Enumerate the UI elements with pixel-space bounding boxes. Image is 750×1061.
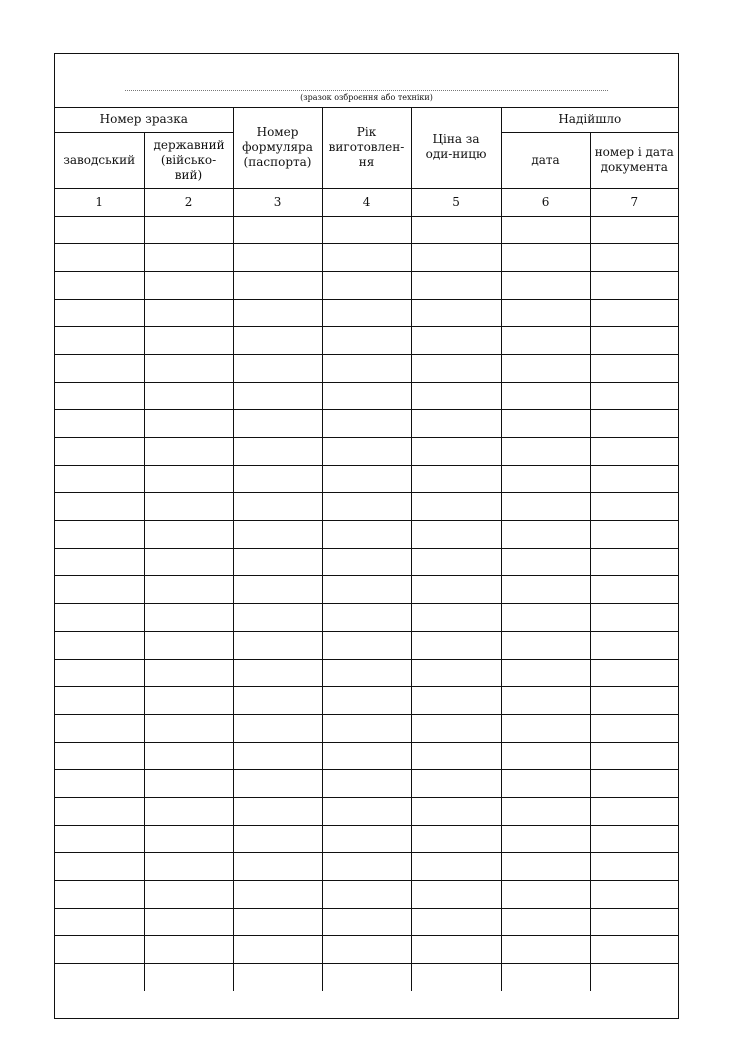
table-cell[interactable]	[322, 410, 411, 438]
table-cell[interactable]	[411, 908, 501, 936]
registry-form	[54, 53, 679, 1019]
table-cell[interactable]	[501, 493, 590, 521]
table-cell[interactable]	[322, 299, 411, 327]
table-cell[interactable]	[233, 881, 322, 909]
table-cell[interactable]	[501, 687, 590, 715]
table-cell[interactable]	[144, 687, 233, 715]
table-cell[interactable]	[590, 825, 678, 853]
table-cell[interactable]	[501, 770, 590, 798]
table-cell[interactable]	[501, 853, 590, 881]
table-cell[interactable]	[590, 881, 678, 909]
table-row	[55, 244, 678, 272]
table-row	[55, 354, 678, 382]
table-row	[55, 770, 678, 798]
table-cell[interactable]	[322, 216, 411, 244]
table-cell[interactable]	[322, 354, 411, 382]
table-cell[interactable]	[322, 742, 411, 770]
table-cell[interactable]	[144, 216, 233, 244]
table-cell[interactable]	[144, 742, 233, 770]
table-cell[interactable]	[411, 853, 501, 881]
table-cell[interactable]	[590, 438, 678, 466]
table-cell[interactable]	[144, 964, 233, 992]
table-row	[55, 825, 678, 853]
table-cell[interactable]	[233, 521, 322, 549]
table-cell[interactable]	[233, 631, 322, 659]
column-number: 2	[144, 188, 233, 216]
table-cell[interactable]	[411, 521, 501, 549]
table-row	[55, 438, 678, 466]
table-cell[interactable]	[411, 631, 501, 659]
table-cell[interactable]	[501, 604, 590, 632]
table-cell[interactable]	[233, 465, 322, 493]
table-cell[interactable]	[144, 493, 233, 521]
table-cell[interactable]	[233, 216, 322, 244]
table-cell[interactable]	[322, 908, 411, 936]
table-row	[55, 881, 678, 909]
table-cell[interactable]	[144, 714, 233, 742]
table-cell[interactable]	[233, 493, 322, 521]
table-cell[interactable]	[590, 548, 678, 576]
table-cell[interactable]	[55, 354, 144, 382]
table-cell[interactable]	[411, 770, 501, 798]
table-row	[55, 797, 678, 825]
table-cell[interactable]	[233, 410, 322, 438]
table-cell[interactable]	[501, 465, 590, 493]
header-year-made: Рік виготовлен-ня	[322, 107, 411, 188]
table-cell[interactable]	[144, 548, 233, 576]
table-row	[55, 465, 678, 493]
table-cell[interactable]	[322, 382, 411, 410]
table-cell[interactable]	[55, 687, 144, 715]
table-row	[55, 576, 678, 604]
table-cell[interactable]	[501, 244, 590, 272]
table-row	[55, 271, 678, 299]
table-cell[interactable]	[144, 825, 233, 853]
column-number: 7	[590, 188, 678, 216]
table-cell[interactable]	[144, 410, 233, 438]
table-cell[interactable]	[590, 216, 678, 244]
table-cell[interactable]	[55, 271, 144, 299]
table-cell[interactable]	[144, 631, 233, 659]
table-cell[interactable]	[233, 714, 322, 742]
table-cell[interactable]	[411, 659, 501, 687]
table-row	[55, 714, 678, 742]
table-cell[interactable]	[411, 742, 501, 770]
table-cell[interactable]	[55, 964, 144, 992]
table-cell[interactable]	[590, 299, 678, 327]
table-cell[interactable]	[322, 797, 411, 825]
table-cell[interactable]	[233, 797, 322, 825]
table-cell[interactable]	[590, 493, 678, 521]
table-cell[interactable]	[411, 714, 501, 742]
table-cell[interactable]	[55, 936, 144, 964]
table-cell[interactable]	[55, 327, 144, 355]
table-cell[interactable]	[322, 465, 411, 493]
table-cell[interactable]	[501, 382, 590, 410]
table-cell[interactable]	[501, 964, 590, 992]
table-cell[interactable]	[322, 271, 411, 299]
table-row	[55, 493, 678, 521]
table-cell[interactable]	[233, 964, 322, 992]
table-cell[interactable]	[322, 493, 411, 521]
table-cell[interactable]	[590, 659, 678, 687]
table-cell[interactable]	[590, 465, 678, 493]
table-cell[interactable]	[55, 659, 144, 687]
table-row	[55, 216, 678, 244]
table-cell[interactable]	[501, 521, 590, 549]
table-row	[55, 410, 678, 438]
table-cell[interactable]	[501, 327, 590, 355]
table-cell[interactable]	[590, 770, 678, 798]
table-cell[interactable]	[590, 908, 678, 936]
column-number-row	[55, 188, 678, 216]
table-cell[interactable]	[501, 438, 590, 466]
table-cell[interactable]	[233, 742, 322, 770]
table-cell[interactable]	[322, 687, 411, 715]
table-cell[interactable]	[590, 576, 678, 604]
table-cell[interactable]	[322, 521, 411, 549]
table-cell[interactable]	[501, 714, 590, 742]
table-cell[interactable]	[590, 327, 678, 355]
table-cell[interactable]	[144, 438, 233, 466]
table-cell[interactable]	[144, 299, 233, 327]
table-cell[interactable]	[322, 548, 411, 576]
table-row	[55, 299, 678, 327]
table-cell[interactable]	[411, 271, 501, 299]
table-cell[interactable]	[144, 659, 233, 687]
table-cell[interactable]	[411, 299, 501, 327]
table-cell[interactable]	[144, 327, 233, 355]
table-cell[interactable]	[55, 631, 144, 659]
table-cell[interactable]	[322, 936, 411, 964]
table-row	[55, 548, 678, 576]
table-cell[interactable]	[590, 853, 678, 881]
table-cell[interactable]	[55, 853, 144, 881]
column-number: 3	[233, 188, 322, 216]
table-cell[interactable]	[233, 354, 322, 382]
table-cell[interactable]	[144, 576, 233, 604]
title-area	[55, 54, 678, 108]
table-cell[interactable]	[144, 244, 233, 272]
table-cell[interactable]	[55, 493, 144, 521]
table-cell[interactable]	[144, 881, 233, 909]
table-cell[interactable]	[411, 936, 501, 964]
table-cell[interactable]	[322, 604, 411, 632]
header-state-military: державний (військо-вий)	[144, 132, 233, 188]
table-cell[interactable]	[322, 631, 411, 659]
table-cell[interactable]	[590, 354, 678, 382]
table-row	[55, 382, 678, 410]
table-cell[interactable]	[55, 410, 144, 438]
registry-table	[55, 107, 678, 991]
table-cell[interactable]	[233, 548, 322, 576]
table-cell[interactable]	[55, 604, 144, 632]
table-cell[interactable]	[590, 964, 678, 992]
table-cell[interactable]	[590, 382, 678, 410]
table-cell[interactable]	[590, 936, 678, 964]
table-cell[interactable]	[55, 438, 144, 466]
table-cell[interactable]	[501, 271, 590, 299]
table-cell[interactable]	[233, 687, 322, 715]
table-row	[55, 908, 678, 936]
table-cell[interactable]	[55, 797, 144, 825]
table-cell[interactable]	[411, 410, 501, 438]
header-date: дата	[501, 132, 590, 188]
table-cell[interactable]	[144, 853, 233, 881]
title-caption: (зразок озброєння або техніки)	[300, 93, 433, 102]
table-row	[55, 742, 678, 770]
table-cell[interactable]	[144, 382, 233, 410]
table-cell[interactable]	[590, 244, 678, 272]
table-cell[interactable]	[322, 964, 411, 992]
table-row	[55, 964, 678, 992]
table-cell[interactable]	[233, 936, 322, 964]
table-cell[interactable]	[501, 299, 590, 327]
header-received: Надійшло	[501, 107, 678, 132]
table-cell[interactable]	[411, 881, 501, 909]
table-cell[interactable]	[233, 576, 322, 604]
table-cell[interactable]	[322, 659, 411, 687]
table-row	[55, 659, 678, 687]
table-cell[interactable]	[55, 548, 144, 576]
table-cell[interactable]	[144, 908, 233, 936]
table-cell[interactable]	[322, 881, 411, 909]
table-row	[55, 936, 678, 964]
header-sample-number: Номер зразка	[55, 107, 233, 132]
table-cell[interactable]	[411, 604, 501, 632]
table-cell[interactable]	[590, 687, 678, 715]
table-cell[interactable]	[55, 521, 144, 549]
table-cell[interactable]	[144, 604, 233, 632]
table-cell[interactable]	[55, 244, 144, 272]
table-row	[55, 604, 678, 632]
table-cell[interactable]	[590, 271, 678, 299]
header-doc-number-date: номер і дата документа	[590, 132, 678, 188]
table-cell[interactable]	[590, 631, 678, 659]
column-number: 4	[322, 188, 411, 216]
table-cell[interactable]	[501, 908, 590, 936]
table-cell[interactable]	[411, 244, 501, 272]
table-cell[interactable]	[55, 382, 144, 410]
table-cell[interactable]	[233, 825, 322, 853]
table-cell[interactable]	[322, 853, 411, 881]
table-cell[interactable]	[501, 936, 590, 964]
table-cell[interactable]	[55, 714, 144, 742]
table-cell[interactable]	[411, 216, 501, 244]
table-cell[interactable]	[55, 881, 144, 909]
table-cell[interactable]	[411, 964, 501, 992]
table-cell[interactable]	[322, 714, 411, 742]
table-cell[interactable]	[55, 299, 144, 327]
table-cell[interactable]	[55, 742, 144, 770]
table-cell[interactable]	[501, 881, 590, 909]
table-cell[interactable]	[55, 770, 144, 798]
table-cell[interactable]	[233, 770, 322, 798]
table-cell[interactable]	[233, 299, 322, 327]
table-cell[interactable]	[233, 438, 322, 466]
table-cell[interactable]	[501, 631, 590, 659]
table-cell[interactable]	[411, 354, 501, 382]
table-cell[interactable]	[322, 576, 411, 604]
table-cell[interactable]	[55, 465, 144, 493]
table-cell[interactable]	[411, 382, 501, 410]
table-cell[interactable]	[411, 687, 501, 715]
table-cell[interactable]	[501, 216, 590, 244]
table-cell[interactable]	[233, 382, 322, 410]
title-fill-line[interactable]	[125, 90, 608, 91]
table-cell[interactable]	[590, 521, 678, 549]
table-cell[interactable]	[501, 797, 590, 825]
table-cell[interactable]	[322, 438, 411, 466]
table-cell[interactable]	[411, 548, 501, 576]
table-cell[interactable]	[144, 465, 233, 493]
table-cell[interactable]	[590, 410, 678, 438]
table-cell[interactable]	[590, 604, 678, 632]
table-cell[interactable]	[233, 244, 322, 272]
column-number: 5	[411, 188, 501, 216]
table-cell[interactable]	[501, 659, 590, 687]
column-number: 1	[55, 188, 144, 216]
table-cell[interactable]	[411, 465, 501, 493]
table-cell[interactable]	[233, 659, 322, 687]
table-cell[interactable]	[233, 327, 322, 355]
table-cell[interactable]	[411, 438, 501, 466]
table-cell[interactable]	[144, 521, 233, 549]
table-cell[interactable]	[55, 825, 144, 853]
table-cell[interactable]	[590, 714, 678, 742]
table-row	[55, 521, 678, 549]
table-cell[interactable]	[501, 576, 590, 604]
table-cell[interactable]	[55, 216, 144, 244]
table-cell[interactable]	[590, 797, 678, 825]
table-cell[interactable]	[55, 908, 144, 936]
table-cell[interactable]	[233, 604, 322, 632]
table-cell[interactable]	[501, 742, 590, 770]
table-cell[interactable]	[411, 797, 501, 825]
table-cell[interactable]	[144, 770, 233, 798]
table-row	[55, 687, 678, 715]
table-cell[interactable]	[144, 271, 233, 299]
table-cell[interactable]	[233, 853, 322, 881]
table-cell[interactable]	[322, 327, 411, 355]
table-cell[interactable]	[501, 548, 590, 576]
table-cell[interactable]	[501, 825, 590, 853]
table-cell[interactable]	[55, 576, 144, 604]
table-cell[interactable]	[322, 770, 411, 798]
table-cell[interactable]	[590, 742, 678, 770]
table-cell[interactable]	[411, 825, 501, 853]
header-unit-price: Ціна за оди-ницю	[411, 107, 501, 188]
table-cell[interactable]	[233, 271, 322, 299]
table-body	[55, 216, 678, 991]
table-cell[interactable]	[411, 493, 501, 521]
table-cell[interactable]	[144, 797, 233, 825]
table-cell[interactable]	[411, 327, 501, 355]
column-number: 6	[501, 188, 590, 216]
table-row	[55, 853, 678, 881]
table-row	[55, 631, 678, 659]
header-factory: заводський	[55, 132, 144, 188]
table-cell[interactable]	[501, 354, 590, 382]
table-cell[interactable]	[233, 908, 322, 936]
table-cell[interactable]	[144, 936, 233, 964]
table-row	[55, 327, 678, 355]
table-cell[interactable]	[322, 825, 411, 853]
table-cell[interactable]	[501, 410, 590, 438]
table-cell[interactable]	[411, 576, 501, 604]
table-cell[interactable]	[322, 244, 411, 272]
header-formular-number: Номер формуляра (паспорта)	[233, 107, 322, 188]
table-cell[interactable]	[144, 354, 233, 382]
